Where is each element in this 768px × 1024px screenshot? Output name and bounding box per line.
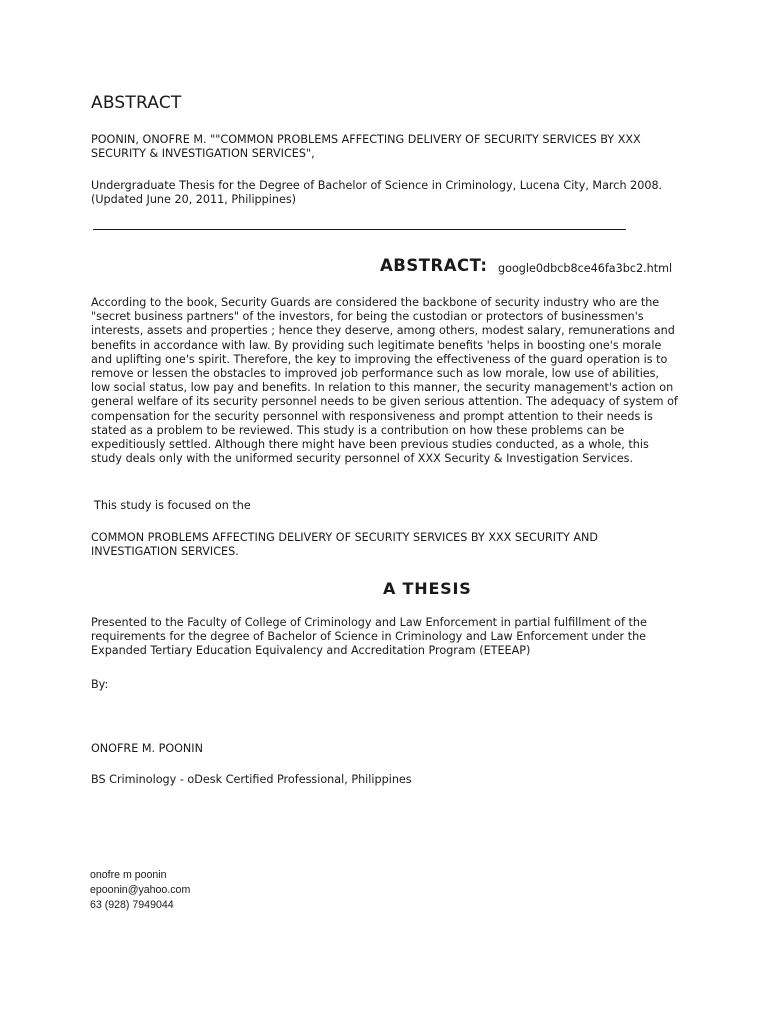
- abstract-body: According to the book, Security Guards are considered the backbone of security industry who are the "secret business partners" of the investors, for being the custodian or protectors of businessmen's interests, assets and properties ; hence they deserve, among others, modest salary, remunerations and benefits in accordance with law. By providing such legitimate benefits 'helps in boosting one's morale and uplifting one's spirit. Therefore, the key to improving the effectiveness of the guard operation is to remove or lessen the obstacles to improved job performance such as low morale, low use of abilities, low social status, low pay and benefits. In relation to this manner, the security management's action on general welfare of its security personnel needs to be given serious attention. The adequacy of system of compensation for the security personnel with responsiveness and prompt attention to their needs is stated as a problem to be reviewed. This study is a contribution on how these problems can be expeditiously settled. Although there might have been previous studies conducted, as a whole, this study deals only with the uniformed security personnel of XXX Security & Investigation Services.: [91, 296, 678, 466]
- author-name: ONOFRE M. POONIN: [91, 742, 203, 755]
- by-label: By:: [91, 678, 109, 691]
- contact-phone: 63 (928) 7949044: [90, 898, 174, 911]
- separator-line: [93, 229, 626, 230]
- document-title: ABSTRACT: [91, 93, 182, 113]
- presented-to-text: Presented to the Faculty of College of Criminology and Law Enforcement in partial fulfillment of the requirements for the degree of Bachelor of Science in Criminology and Law Enforcement under the Expanded Tertiary Education Equivalency and Accreditation Program (ETEEAP): [91, 616, 647, 658]
- citation-text: POONIN, ONOFRE M. ""COMMON PROBLEMS AFFECTING DELIVERY OF SECURITY SERVICES BY XXX SECURITY & INVESTIGATION SERVICES",: [91, 133, 641, 161]
- abstract-heading: ABSTRACT:: [380, 256, 488, 275]
- contact-block: [90, 868, 190, 912]
- author-credentials: BS Criminology - oDesk Certified Professional, Philippines: [91, 773, 412, 786]
- contact-name: onofre m poonin: [90, 869, 167, 881]
- google-verification-text: google0dbcb8ce46fa3bc2.html: [498, 262, 673, 275]
- contact-email: epoonin@yahoo.com: [90, 883, 191, 896]
- thesis-info-text: Undergraduate Thesis for the Degree of Bachelor of Science in Criminology, Lucena City, March 2008.(Updated June 20, 2011, Philippines): [91, 179, 663, 207]
- focus-intro: This study is focused on the: [94, 499, 251, 512]
- thesis-heading: A THESIS: [383, 579, 472, 598]
- focus-title: COMMON PROBLEMS AFFECTING DELIVERY OF SECURITY SERVICES BY XXX SECURITY AND INVESTIGATION SERVICES.: [91, 531, 598, 559]
